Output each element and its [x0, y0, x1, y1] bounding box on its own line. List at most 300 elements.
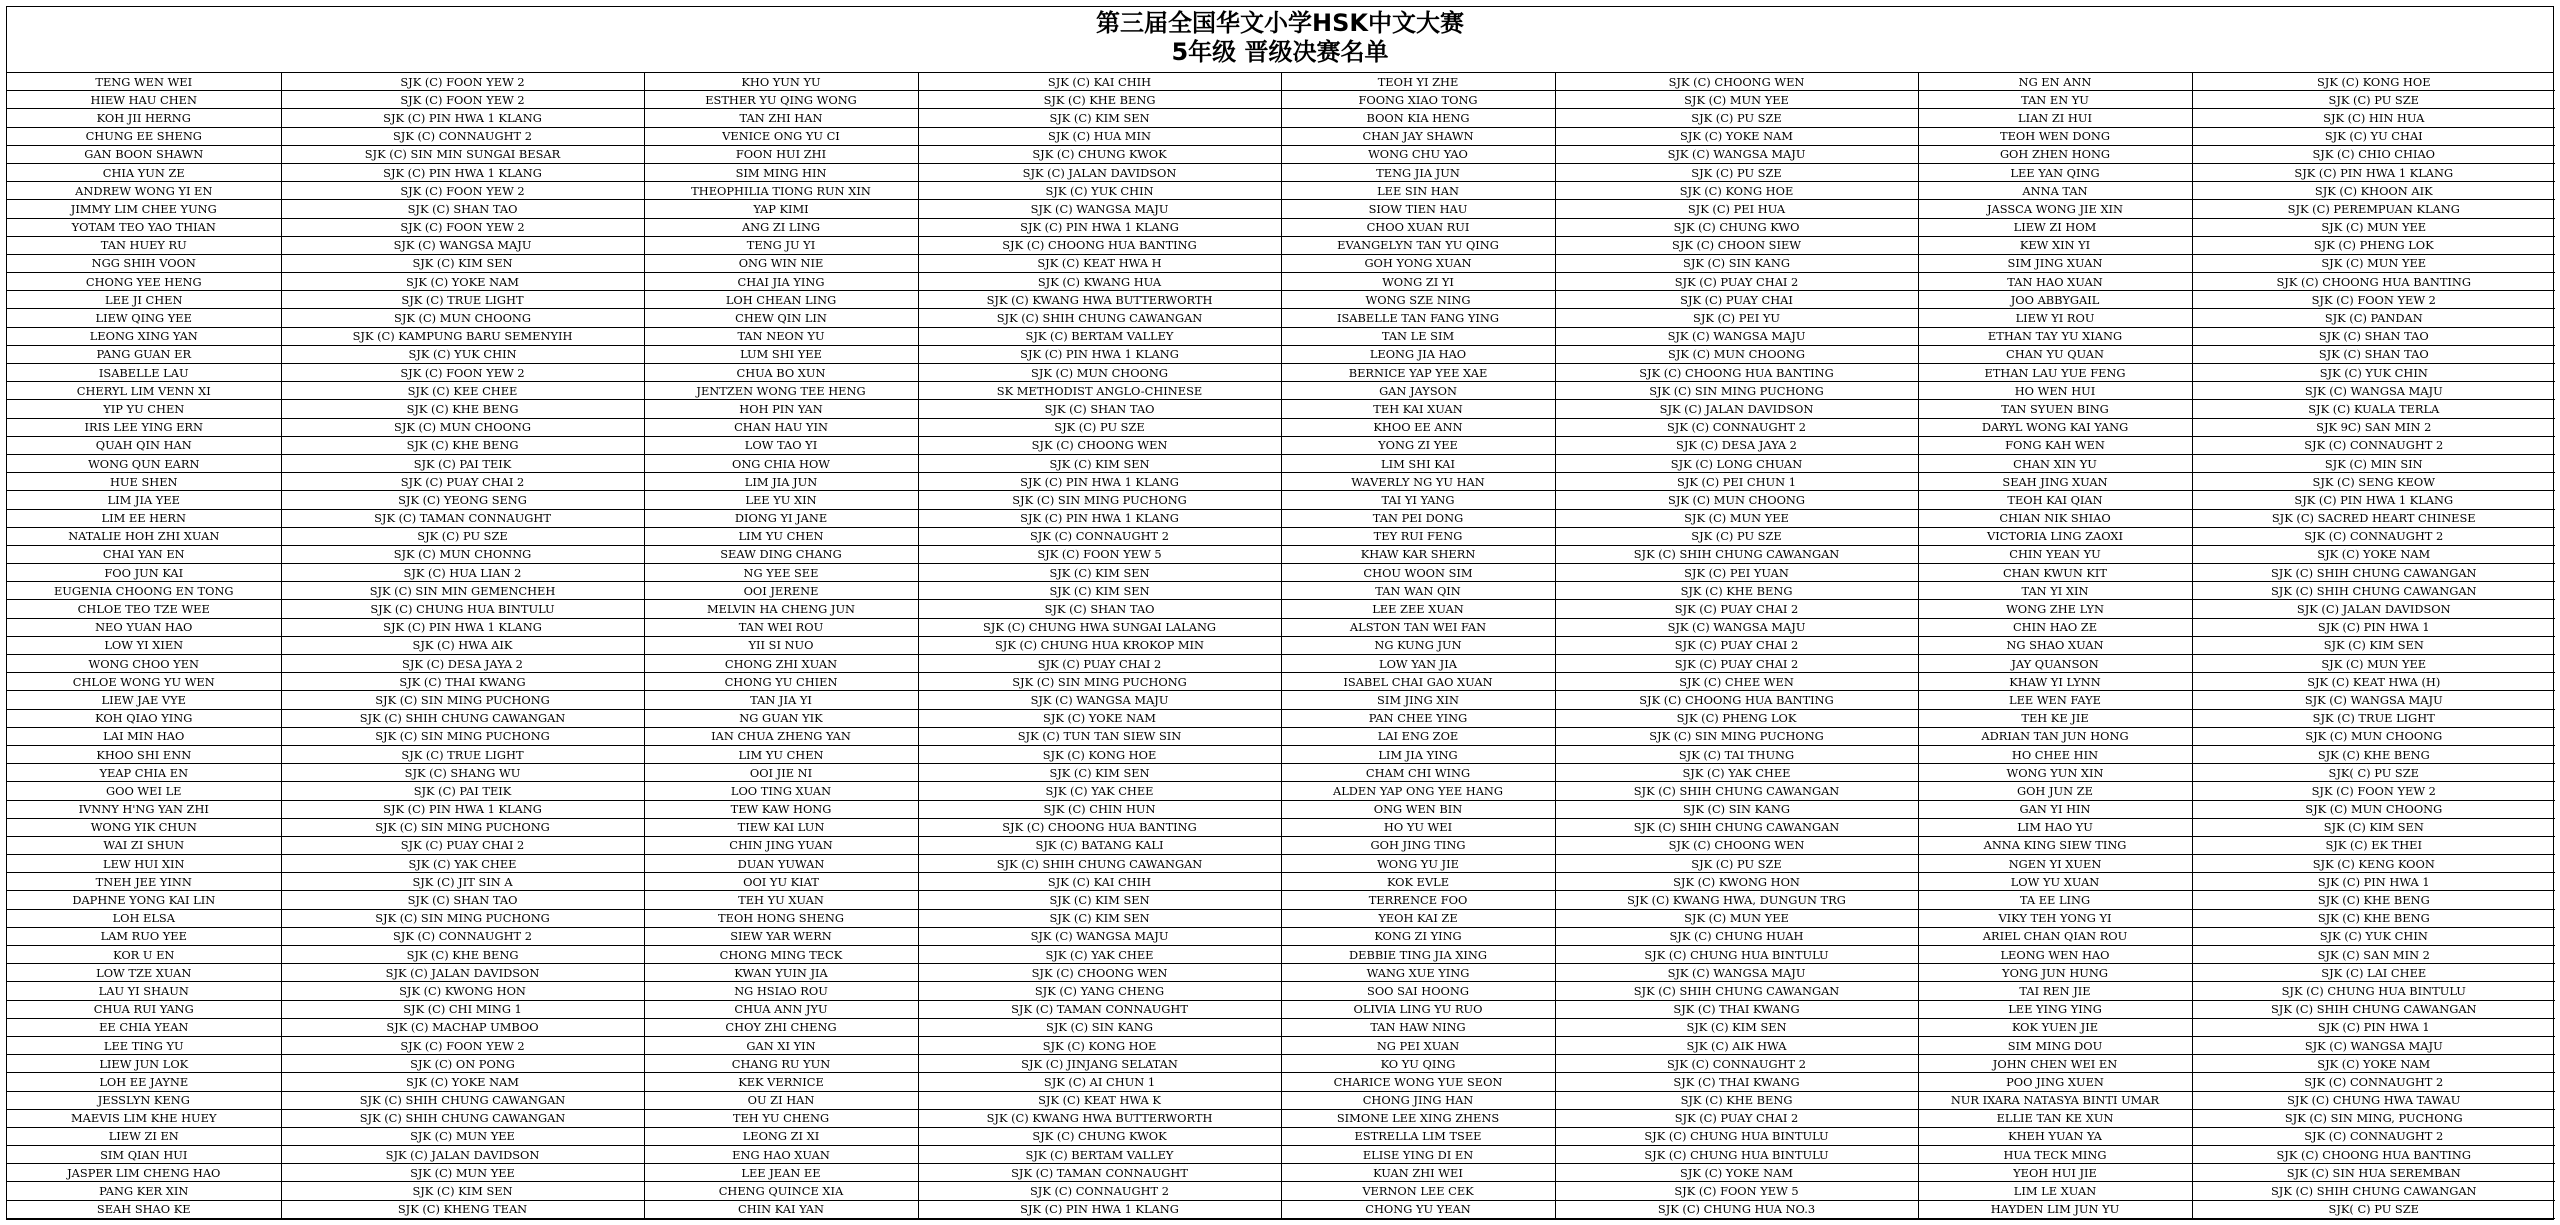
table-row — [7, 836, 2555, 854]
school-name-cell: SJK (C) PU SZE — [1555, 109, 1918, 127]
student-name-cell: NGEN YI XUEN — [1918, 855, 2192, 873]
student-name-cell: KONG ZI YING — [1281, 927, 1555, 945]
school-name-cell: SJK (C) CONNAUGHT 2 — [2192, 1127, 2555, 1145]
table-row — [7, 109, 2555, 127]
school-name-cell: SJK (C) PEI YU — [1555, 309, 1918, 327]
student-name-cell: ANNA TAN — [1918, 182, 2192, 200]
school-name-cell: SJK (C) KONG HOE — [1555, 182, 1918, 200]
school-name-cell: SJK (C) BERTAM VALLEY — [918, 1146, 1281, 1164]
school-name-cell: SJK (C) KIM SEN — [918, 109, 1281, 127]
school-name-cell: SJK (C) KEAT HWA H — [918, 254, 1281, 272]
school-name-cell: SJK (C) PU SZE — [1555, 163, 1918, 181]
student-name-cell: CHAN HAU YIN — [644, 418, 918, 436]
school-name-cell: SJK (C) CONNAUGHT 2 — [2192, 436, 2555, 454]
school-name-cell: SJK (C) SIN MING PUCHONG — [281, 727, 644, 745]
school-name-cell: SJK (C) KEE CHEE — [281, 382, 644, 400]
school-name-cell: SJK (C) SIN KANG — [1555, 800, 1918, 818]
school-name-cell: SJK (C) BATANG KALI — [918, 836, 1281, 854]
student-name-cell: DARYL WONG KAI YANG — [1918, 418, 2192, 436]
school-name-cell: SJK (C) SIN MING PUCHONG — [281, 909, 644, 927]
school-name-cell: SJK (C) KEAT HWA (H) — [2192, 673, 2555, 691]
school-name-cell: SJK (C) MUN YEE — [1555, 91, 1918, 109]
table-row — [7, 1200, 2555, 1218]
table-row — [7, 163, 2555, 181]
student-name-cell: WONG ZI YI — [1281, 273, 1555, 291]
student-name-cell: CHERYL LIM VENN XI — [7, 382, 281, 400]
school-name-cell: SJK (C) PUAY CHAI 2 — [281, 473, 644, 491]
student-name-cell: IAN CHUA ZHENG YAN — [644, 727, 918, 745]
school-name-cell: SJK (C) CHOONG WEN — [1555, 73, 1918, 91]
table-row — [7, 1146, 2555, 1164]
student-name-cell: TENG WEN WEI — [7, 73, 281, 91]
school-name-cell: SJK (C) WANGSA MAJU — [1555, 618, 1918, 636]
student-name-cell: ESTRELLA LIM TSEE — [1281, 1127, 1555, 1145]
school-name-cell: SJK (C) JIT SIN A — [281, 873, 644, 891]
student-name-cell: CHONG YEE HENG — [7, 273, 281, 291]
student-name-cell: LOO TING XUAN — [644, 782, 918, 800]
student-name-cell: ISABEL CHAI GAO XUAN — [1281, 673, 1555, 691]
student-name-cell: LIM EE HERN — [7, 509, 281, 527]
student-name-cell: CHAN JAY SHAWN — [1281, 127, 1555, 145]
school-name-cell: SJK (C) LONG CHUAN — [1555, 454, 1918, 472]
student-name-cell: LIM JIA YEE — [7, 491, 281, 509]
school-name-cell: SJK (C) FOON YEW 2 — [281, 73, 644, 91]
school-name-cell: SJK( C) PU SZE — [2192, 1200, 2555, 1218]
student-name-cell: LOW TAO YI — [644, 436, 918, 454]
school-name-cell: SJK (C) YANG CHENG — [918, 982, 1281, 1000]
school-name-cell: SJK (C) PU SZE — [918, 418, 1281, 436]
school-name-cell: SJK (C) SHAN TAO — [2192, 327, 2555, 345]
student-name-cell: WONG CHOO YEN — [7, 655, 281, 673]
school-name-cell: SJK (C) TAMAN CONNAUGHT — [918, 1164, 1281, 1182]
student-name-cell: CHAI JIA YING — [644, 273, 918, 291]
table-row — [7, 1091, 2555, 1109]
student-name-cell: LIM JIA JUN — [644, 473, 918, 491]
student-name-cell: LIEW JUN LOK — [7, 1055, 281, 1073]
table-row — [7, 182, 2555, 200]
school-name-cell: SJK (C) EK THEI — [2192, 836, 2555, 854]
student-name-cell: GOH JING TING — [1281, 836, 1555, 854]
student-name-cell: LIAN ZI HUI — [1918, 109, 2192, 127]
student-name-cell: BOON KIA HENG — [1281, 109, 1555, 127]
school-name-cell: SJK (C) KHENG TEAN — [281, 1200, 644, 1218]
school-name-cell: SJK (C) KWONG HON — [281, 982, 644, 1000]
school-name-cell: SJK (C) YAK CHEE — [918, 946, 1281, 964]
school-name-cell: SJK (C) CHIN HUN — [918, 800, 1281, 818]
student-name-cell: YII SI NUO — [644, 636, 918, 654]
student-name-cell: SEAH SHAO KE — [7, 1200, 281, 1218]
student-name-cell: NG GUAN YIK — [644, 709, 918, 727]
title-block — [7, 7, 2553, 73]
student-name-cell: WONG YUN XIN — [1918, 764, 2192, 782]
table-row — [7, 800, 2555, 818]
student-name-cell: LOW TZE XUAN — [7, 964, 281, 982]
student-name-cell: ISABELLE TAN FANG YING — [1281, 309, 1555, 327]
student-name-cell: CHEW QIN LIN — [644, 309, 918, 327]
school-name-cell: SJK (C) MUN CHOONG — [918, 364, 1281, 382]
school-name-cell: SJK (C) KIM SEN — [2192, 818, 2555, 836]
table-row — [7, 491, 2555, 509]
school-name-cell: SJK (C) KHE BENG — [918, 91, 1281, 109]
table-row — [7, 1055, 2555, 1073]
student-name-cell: TAN HAW NING — [1281, 1018, 1555, 1036]
school-name-cell: SJK (C) MUN CHOONG — [1555, 345, 1918, 363]
school-name-cell: SJK (C) FOON YEW 2 — [281, 91, 644, 109]
school-name-cell: SK METHODIST ANGLO-CHINESE — [918, 382, 1281, 400]
student-name-cell: WAI ZI SHUN — [7, 836, 281, 854]
student-name-cell: TAN WAN QIN — [1281, 582, 1555, 600]
table-row — [7, 73, 2555, 91]
table-row — [7, 691, 2555, 709]
school-name-cell: SJK (C) SIN MING PUCHONG — [1555, 382, 1918, 400]
student-name-cell: CHENG QUINCE XIA — [644, 1182, 918, 1200]
school-name-cell: SJK (C) SIN MING PUCHONG — [918, 673, 1281, 691]
student-name-cell: ANNA KING SIEW TING — [1918, 836, 2192, 854]
student-name-cell: LAI MIN HAO — [7, 727, 281, 745]
student-name-cell: CHOO XUAN RUI — [1281, 218, 1555, 236]
school-name-cell: SJK (C) KIM SEN — [281, 1182, 644, 1200]
school-name-cell: SJK (C) KHE BENG — [281, 400, 644, 418]
student-name-cell: WONG ZHE LYN — [1918, 600, 2192, 618]
table-row — [7, 200, 2555, 218]
student-name-cell: KO YU QING — [1281, 1055, 1555, 1073]
school-name-cell: SJK (C) WANGSA MAJU — [1555, 145, 1918, 163]
student-name-cell: LEE WEN FAYE — [1918, 691, 2192, 709]
table-row — [7, 1018, 2555, 1036]
school-name-cell: SJK (C) SACRED HEART CHINESE — [2192, 509, 2555, 527]
table-row — [7, 982, 2555, 1000]
school-name-cell: SJK (C) SHAN TAO — [2192, 345, 2555, 363]
student-name-cell: KOR U EN — [7, 946, 281, 964]
school-name-cell: SJK (C) SHIH CHUNG CAWANGAN — [281, 709, 644, 727]
school-name-cell: SJK (C) PIN HWA 1 KLANG — [918, 345, 1281, 363]
school-name-cell: SJK 9C) SAN MIN 2 — [2192, 418, 2555, 436]
school-name-cell: SJK (C) WANGSA MAJU — [918, 200, 1281, 218]
table-row — [7, 1182, 2555, 1200]
school-name-cell: SJK (C) SHIH CHUNG CAWANGAN — [2192, 1000, 2555, 1018]
student-name-cell: YOTAM TEO YAO THIAN — [7, 218, 281, 236]
student-name-cell: WANG XUE YING — [1281, 964, 1555, 982]
school-name-cell: SJK (C) SHANG WU — [281, 764, 644, 782]
table-row — [7, 782, 2555, 800]
table-row — [7, 91, 2555, 109]
school-name-cell: SJK (C) CHUNG HUA BINTULU — [1555, 1146, 1918, 1164]
school-name-cell: SJK (C) PIN HWA 1 KLANG — [281, 800, 644, 818]
school-name-cell: SJK (C) KHE BENG — [281, 946, 644, 964]
school-name-cell: SJK (C) TRUE LIGHT — [281, 745, 644, 763]
student-name-cell: LIM LE XUAN — [1918, 1182, 2192, 1200]
student-name-cell: LEW HUI XIN — [7, 855, 281, 873]
school-name-cell: SJK (C) MUN CHOONG — [2192, 800, 2555, 818]
school-name-cell: SJK (C) FOON YEW 2 — [2192, 291, 2555, 309]
school-name-cell: SJK (C) KIM SEN — [918, 764, 1281, 782]
school-name-cell: SJK (C) PAI TEIK — [281, 782, 644, 800]
school-name-cell: SJK (C) PIN HWA 1 KLANG — [281, 109, 644, 127]
school-name-cell: SJK (C) CONNAUGHT 2 — [281, 127, 644, 145]
student-name-cell: HUE SHEN — [7, 473, 281, 491]
student-name-cell: CHONG YU CHIEN — [644, 673, 918, 691]
school-name-cell: SJK (C) KAI CHIH — [918, 873, 1281, 891]
table-row — [7, 545, 2555, 563]
school-name-cell: SJK (C) CHUNG KWO — [1555, 218, 1918, 236]
school-name-cell: SJK (C) CHEE WEN — [1555, 673, 1918, 691]
school-name-cell: SJK (C) PEI HUA — [1555, 200, 1918, 218]
student-name-cell: CHIN KAI YAN — [644, 1200, 918, 1218]
school-name-cell: SJK (C) LAI CHEE — [2192, 964, 2555, 982]
school-name-cell: SJK (C) CHOONG WEN — [918, 964, 1281, 982]
student-name-cell: JENTZEN WONG TEE HENG — [644, 382, 918, 400]
school-name-cell: SJK (C) YAK CHEE — [281, 855, 644, 873]
school-name-cell: SJK (C) YOKE NAM — [2192, 545, 2555, 563]
student-name-cell: YEAP CHIA EN — [7, 764, 281, 782]
table-row — [7, 345, 2555, 363]
school-name-cell: SJK (C) KIM SEN — [918, 454, 1281, 472]
school-name-cell: SJK (C) SIN KANG — [918, 1018, 1281, 1036]
school-name-cell: SJK (C) AIK HWA — [1555, 1036, 1918, 1054]
student-name-cell: TEOH KAI QIAN — [1918, 491, 2192, 509]
student-name-cell: HO WEN HUI — [1918, 382, 2192, 400]
student-name-cell: BERNICE YAP YEE XAE — [1281, 364, 1555, 382]
student-name-cell: TAN WEI ROU — [644, 618, 918, 636]
school-name-cell: SJK (C) KWANG HWA, DUNGUN TRG — [1555, 891, 1918, 909]
school-name-cell: SJK (C) SHIH CHUNG CAWANGAN — [1555, 782, 1918, 800]
student-name-cell: CHONG JING HAN — [1281, 1091, 1555, 1109]
school-name-cell: SJK (C) PUAY CHAI 2 — [1555, 1109, 1918, 1127]
student-name-cell: GAN YI HIN — [1918, 800, 2192, 818]
school-name-cell: SJK (C) TUN TAN SIEW SIN — [918, 727, 1281, 745]
school-name-cell: SJK (C) KHE BENG — [281, 436, 644, 454]
student-name-cell: TERRENCE FOO — [1281, 891, 1555, 909]
student-name-cell: LEONG WEN HAO — [1918, 946, 2192, 964]
school-name-cell: SJK (C) KHE BENG — [1555, 582, 1918, 600]
student-name-cell: TEOH HONG SHENG — [644, 909, 918, 927]
student-name-cell: SIMONE LEE XING ZHENS — [1281, 1109, 1555, 1127]
student-name-cell: LIEW JAE VYE — [7, 691, 281, 709]
student-name-cell: TEH YU CHENG — [644, 1109, 918, 1127]
student-name-cell: YEOH KAI ZE — [1281, 909, 1555, 927]
student-name-cell: TEH YU XUAN — [644, 891, 918, 909]
school-name-cell: SJK (C) FOON YEW 2 — [281, 1036, 644, 1054]
student-name-cell: WONG SZE NING — [1281, 291, 1555, 309]
student-name-cell: GAN XI YIN — [644, 1036, 918, 1054]
school-name-cell: SJK (C) CONNAUGHT 2 — [1555, 418, 1918, 436]
school-name-cell: SJK (C) SAN MIN 2 — [2192, 946, 2555, 964]
student-name-cell: JASSCA WONG JIE XIN — [1918, 200, 2192, 218]
student-name-cell: LIM YU CHEN — [644, 745, 918, 763]
student-name-cell: VERNON LEE CEK — [1281, 1182, 1555, 1200]
school-name-cell: SJK (C) SHIH CHUNG CAWANGAN — [918, 855, 1281, 873]
student-name-cell: DEBBIE TING JIA XING — [1281, 946, 1555, 964]
school-name-cell: SJK (C) PIN HWA 1 KLANG — [918, 218, 1281, 236]
school-name-cell: SJK (C) DESA JAYA 2 — [1555, 436, 1918, 454]
table-row — [7, 727, 2555, 745]
student-name-cell: DUAN YUWAN — [644, 855, 918, 873]
school-name-cell: SJK (C) JALAN DAVIDSON — [918, 163, 1281, 181]
student-name-cell: KOH QIAO YING — [7, 709, 281, 727]
school-name-cell: SJK (C) THAI KWANG — [1555, 1000, 1918, 1018]
student-name-cell: WONG YU JIE — [1281, 855, 1555, 873]
school-name-cell: SJK (C) FOON YEW 5 — [918, 545, 1281, 563]
student-name-cell: NG KUNG JUN — [1281, 636, 1555, 654]
student-name-cell: OLIVIA LING YU RUO — [1281, 1000, 1555, 1018]
student-name-cell: CHONG ZHI XUAN — [644, 655, 918, 673]
student-name-cell: ANG ZI LING — [644, 218, 918, 236]
student-name-cell: TEH KE JIE — [1918, 709, 2192, 727]
student-name-cell: ADRIAN TAN JUN HONG — [1918, 727, 2192, 745]
student-name-cell: SIM MING DOU — [1918, 1036, 2192, 1054]
student-name-cell: TEY RUI FENG — [1281, 527, 1555, 545]
school-name-cell: SJK (C) MUN CHOONG — [281, 309, 644, 327]
student-name-cell: LUM SHI YEE — [644, 345, 918, 363]
school-name-cell: SJK (C) FOON YEW 2 — [281, 218, 644, 236]
student-name-cell: ANDREW WONG YI EN — [7, 182, 281, 200]
student-name-cell: CHAM CHI WING — [1281, 764, 1555, 782]
finalist-list-subtitle: 5年级 晋级决赛名单 — [1171, 38, 1389, 66]
table-row — [7, 818, 2555, 836]
school-name-cell: SJK (C) YOKE NAM — [2192, 1055, 2555, 1073]
student-name-cell: DIONG YI JANE — [644, 509, 918, 527]
student-name-cell: GOH JUN ZE — [1918, 782, 2192, 800]
student-name-cell: WONG QUN EARN — [7, 454, 281, 472]
table-row — [7, 127, 2555, 145]
student-name-cell: LIEW QING YEE — [7, 309, 281, 327]
table-row — [7, 454, 2555, 472]
student-name-cell: CHONG YU YEAN — [1281, 1200, 1555, 1218]
student-name-cell: TAN PEI DONG — [1281, 509, 1555, 527]
student-name-cell: CHIN HAO ZE — [1918, 618, 2192, 636]
student-name-cell: LOH CHEAN LING — [644, 291, 918, 309]
school-name-cell: SJK (C) CHUNG HUA KROKOP MIN — [918, 636, 1281, 654]
school-name-cell: SJK (C) YAK CHEE — [918, 782, 1281, 800]
school-name-cell: SJK (C) PEI CHUN 1 — [1555, 473, 1918, 491]
table-row — [7, 327, 2555, 345]
school-name-cell: SJK (C) KIM SEN — [918, 891, 1281, 909]
school-name-cell: SJK (C) WANGSA MAJU — [1555, 327, 1918, 345]
table-row — [7, 1164, 2555, 1182]
student-name-cell: SIEW YAR WERN — [644, 927, 918, 945]
student-name-cell: LEE TING YU — [7, 1036, 281, 1054]
student-name-cell: KHOO EE ANN — [1281, 418, 1555, 436]
school-name-cell: SJK (C) BERTAM VALLEY — [918, 327, 1281, 345]
school-name-cell: SJK (C) SIN MING PUCHONG — [918, 491, 1281, 509]
student-name-cell: PANG GUAN ER — [7, 345, 281, 363]
table-row — [7, 382, 2555, 400]
table-row — [7, 745, 2555, 763]
student-name-cell: GOH ZHEN HONG — [1918, 145, 2192, 163]
school-name-cell: SJK (C) PUAY CHAI 2 — [1555, 655, 1918, 673]
student-name-cell: TAI REN JIE — [1918, 982, 2192, 1000]
student-name-cell: ETHAN TAY YU XIANG — [1918, 327, 2192, 345]
student-name-cell: TAN EN YU — [1918, 91, 2192, 109]
table-row — [7, 927, 2555, 945]
school-name-cell: SJK (C) THAI KWANG — [1555, 1073, 1918, 1091]
school-name-cell: SJK (C) PU SZE — [1555, 527, 1918, 545]
student-name-cell: NG HSIAO ROU — [644, 982, 918, 1000]
school-name-cell: SJK (C) SIN MING PUCHONG — [1555, 727, 1918, 745]
school-name-cell: SJK (C) KENG KOON — [2192, 855, 2555, 873]
student-name-cell: YEOH HUI JIE — [1918, 1164, 2192, 1182]
student-name-cell: LEE YU XIN — [644, 491, 918, 509]
school-name-cell: SJK (C) KAMPUNG BARU SEMENYIH — [281, 327, 644, 345]
school-name-cell: SJK (C) HIN HUA — [2192, 109, 2555, 127]
school-name-cell: SJK (C) FOON YEW 2 — [281, 364, 644, 382]
school-name-cell: SJK (C) PEREMPUAN KLANG — [2192, 200, 2555, 218]
school-name-cell: SJK (C) CHUNG KWOK — [918, 1127, 1281, 1145]
school-name-cell: SJK (C) SENG KEOW — [2192, 473, 2555, 491]
student-name-cell: WONG YIK CHUN — [7, 818, 281, 836]
school-name-cell: SJK (C) CHI MING 1 — [281, 1000, 644, 1018]
student-name-cell: TAN LE SIM — [1281, 327, 1555, 345]
school-name-cell: SJK (C) YUK CHIN — [2192, 927, 2555, 945]
school-name-cell: SJK (C) PHENG LOK — [2192, 236, 2555, 254]
student-name-cell: LEE YAN QING — [1918, 163, 2192, 181]
student-name-cell: IRIS LEE YING ERN — [7, 418, 281, 436]
school-name-cell: SJK (C) CHUNG HWA TAWAU — [2192, 1091, 2555, 1109]
student-name-cell: JESSLYN KENG — [7, 1091, 281, 1109]
student-name-cell: HUA TECK MING — [1918, 1146, 2192, 1164]
table-row — [7, 273, 2555, 291]
table-row — [7, 636, 2555, 654]
school-name-cell: SJK (C) CHOONG HUA BANTING — [918, 236, 1281, 254]
table-row — [7, 236, 2555, 254]
school-name-cell: SJK (C) SHIH CHUNG CAWANGAN — [918, 309, 1281, 327]
school-name-cell: SJK( C) PU SZE — [2192, 764, 2555, 782]
school-name-cell: SJK (C) SIN MING PUCHONG — [281, 691, 644, 709]
student-name-cell: ESTHER YU QING WONG — [644, 91, 918, 109]
school-name-cell: SJK (C) CHOONG HUA BANTING — [1555, 364, 1918, 382]
school-name-cell: SJK (C) YEONG SENG — [281, 491, 644, 509]
student-name-cell: JAY QUANSON — [1918, 655, 2192, 673]
student-name-cell: VICTORIA LING ZAOXI — [1918, 527, 2192, 545]
school-name-cell: SJK (C) KIM SEN — [918, 564, 1281, 582]
table-row — [7, 254, 2555, 272]
student-name-cell: TAN ZHI HAN — [644, 109, 918, 127]
school-name-cell: SJK (C) PAI TEIK — [281, 454, 644, 472]
student-name-cell: TAN HAO XUAN — [1918, 273, 2192, 291]
student-name-cell: TA EE LING — [1918, 891, 2192, 909]
school-name-cell: SJK (C) PIN HWA 1 KLANG — [281, 618, 644, 636]
school-name-cell: SJK (C) DESA JAYA 2 — [281, 655, 644, 673]
school-name-cell: SJK (C) MIN SIN — [2192, 454, 2555, 472]
school-name-cell: SJK (C) SHIH CHUNG CAWANGAN — [1555, 545, 1918, 563]
student-name-cell: MAEVIS LIM KHE HUEY — [7, 1109, 281, 1127]
table-row — [7, 1127, 2555, 1145]
school-name-cell: SJK (C) PANDAN — [2192, 309, 2555, 327]
table-row — [7, 600, 2555, 618]
student-name-cell: QUAH QIN HAN — [7, 436, 281, 454]
student-name-cell: LOW YAN JIA — [1281, 655, 1555, 673]
student-name-cell: ALSTON TAN WEI FAN — [1281, 618, 1555, 636]
school-name-cell: SJK (C) KONG HOE — [2192, 73, 2555, 91]
school-name-cell: SJK (C) WANGSA MAJU — [1555, 964, 1918, 982]
school-name-cell: SJK (C) KHE BENG — [2192, 745, 2555, 763]
school-name-cell: SJK (C) PIN HWA 1 KLANG — [281, 163, 644, 181]
school-name-cell: SJK (C) KHE BENG — [2192, 909, 2555, 927]
student-name-cell: CHLOE TEO TZE WEE — [7, 600, 281, 618]
student-name-cell: YAP KIMI — [644, 200, 918, 218]
student-name-cell: TAN SYUEN BING — [1918, 400, 2192, 418]
student-name-cell: CHUA RUI YANG — [7, 1000, 281, 1018]
table-row — [7, 145, 2555, 163]
student-name-cell: FONG KAH WEN — [1918, 436, 2192, 454]
school-name-cell: SJK (C) PIN HWA 1 KLANG — [918, 509, 1281, 527]
school-name-cell: SJK (C) WANGSA MAJU — [2192, 691, 2555, 709]
school-name-cell: SJK (C) SHAN TAO — [918, 600, 1281, 618]
school-name-cell: SJK (C) AI CHUN 1 — [918, 1073, 1281, 1091]
table-row — [7, 218, 2555, 236]
school-name-cell: SJK (C) PUAY CHAI 2 — [1555, 600, 1918, 618]
school-name-cell: SJK (C) PIN HWA 1 — [2192, 618, 2555, 636]
